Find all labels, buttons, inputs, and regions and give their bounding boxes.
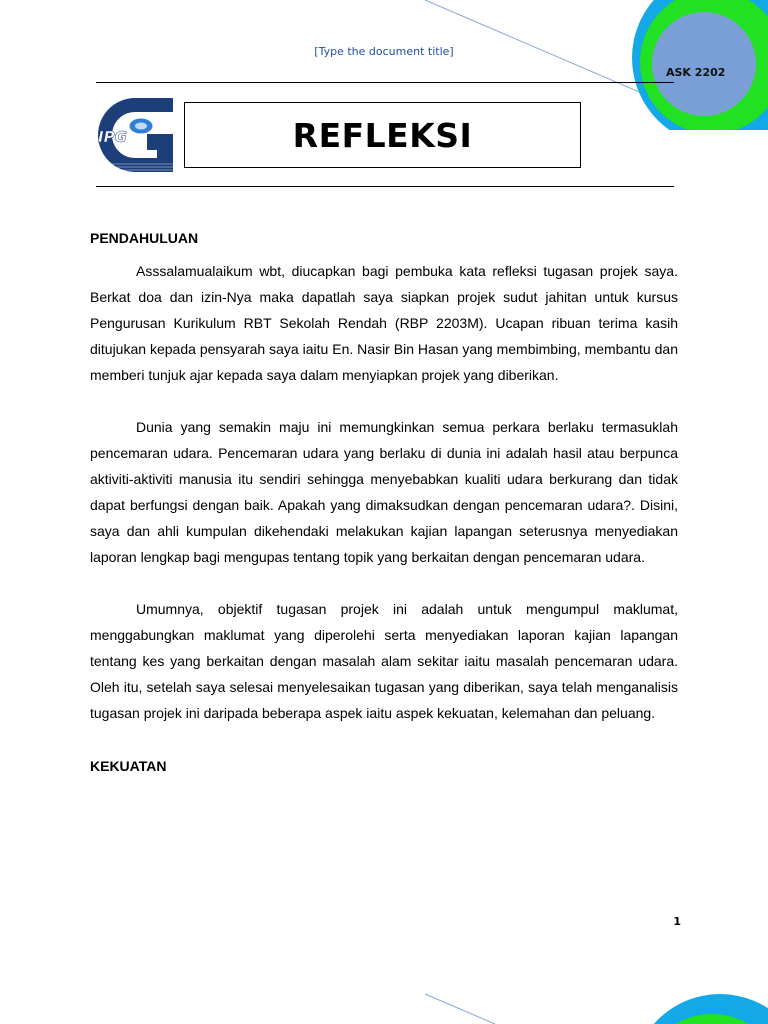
document-body xyxy=(90,228,678,776)
corner-decoration-bottom xyxy=(0,990,768,1024)
title-box xyxy=(184,102,581,168)
ipg-logo xyxy=(95,94,177,176)
document-title-placeholder[interactable]: [Type the document title] xyxy=(314,45,454,58)
paragraph-2: Dunia yang semakin maju ini memungkinkan semua perkara berlaku termasuklah pencemaran udara. Pencemaran udara yang berlaku di dunia ini adalah hasil atau berpunca aktiviti-aktiviti manusia itu sendiri sehingga menyebabkan kualiti udara berkurang dan tidak dapat berfungsi dengan baik. Apakah yang dimaksudkan dengan pencemaran udara?. Disini, saya dan ahli kumpulan dikehendaki melakukan kajian lapangan seterusnya menyediakan laporan lengkap bagi mengupas tentang topik yang berkaitan dengan pencemaran udara. xyxy=(90,419,678,565)
section-heading-kekuatan: KEKUATAN xyxy=(90,758,167,774)
paragraph-1: Asssalamualaikum wbt, diucapkan bagi pembuka kata refleksi tugasan projek saya. Berkat doa dan izin-Nya maka dapatlah saya siapkan projek sudut jahitan untuk kursus Pengurusan Kurikulum RBT Sekolah Rendah (RBP 2203M). Ucapan ribuan terima kasih ditujukan kepada pensyarah saya iaitu En. Nasir Bin Hasan yang membimbing, membantu dan memberi tunjuk ajar kepada saya dalam menyiapkan projek yang diberikan. xyxy=(90,263,678,383)
paragraph-3: Umumnya, objektif tugasan projek ini adalah untuk mengumpul maklumat, menggabungkan maklumat yang diperolehi serta menyediakan laporan kajian lapangan tentang kes yang berkaitan dengan masalah alam sekitar iaitu masalah pencemaran udara. Oleh itu, setelah saya selesai menyelesaikan tugasan yang diberikan, saya telah menganalisis tugasan projek ini daripada beberapa aspek iaitu aspek kekuatan, kelemahan dan peluang. xyxy=(90,601,678,721)
course-code: ASK 2202 xyxy=(666,66,726,79)
svg-text:IPG: IPG xyxy=(98,128,127,146)
section-heading-pendahuluan: PENDAHULUAN xyxy=(90,230,199,246)
header-rule-bottom xyxy=(96,186,674,187)
document-heading: REFLEKSI xyxy=(292,115,473,155)
page-number: 1 xyxy=(673,915,681,928)
header-rule-top xyxy=(96,82,674,83)
